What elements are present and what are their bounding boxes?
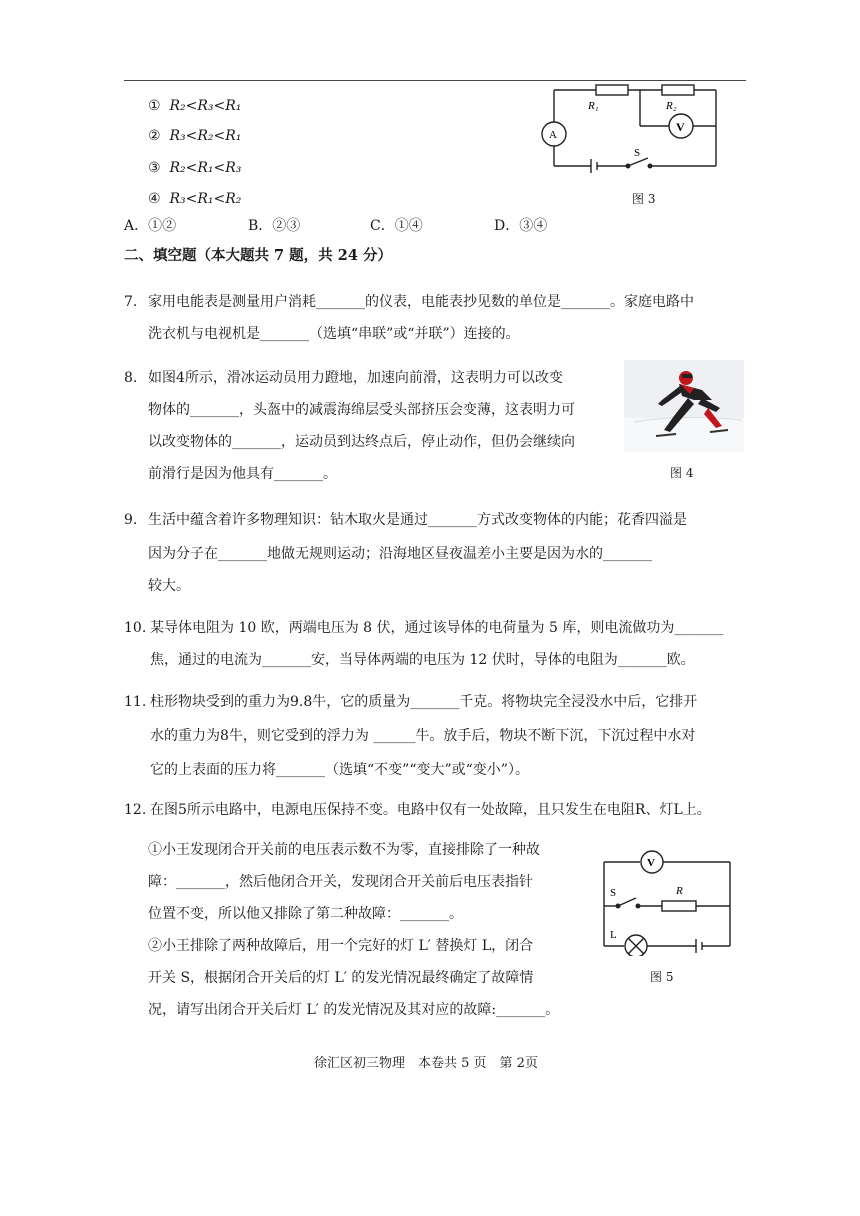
resistor-r2 <box>662 85 694 95</box>
figure-4-caption: 图 4 <box>670 466 694 480</box>
label-voltmeter: V <box>676 120 685 134</box>
q11-line-1: 柱形物块受到的重力为9.8牛，它的质量为_______千克。将物块完全浸没水中后，它排开 <box>150 694 698 710</box>
q12-part1-line-1: ①小王发现闭合开关前的电压表示数不为零，直接排除了一种故 <box>148 842 540 858</box>
choice-c: C．①④ <box>370 218 423 234</box>
q9-line-3: 较大。 <box>148 578 190 594</box>
q8-number: 8. <box>124 370 138 386</box>
choice-d: D．③④ <box>494 218 548 234</box>
q11-number: 11. <box>124 694 147 710</box>
q8-line-3: 以改变物体的_______，运动员到达终点后，停止动作，但仍会继续向 <box>148 434 575 450</box>
q10-line-2: 焦，通过的电流为_______安，当导体两端的电压为 12 伏时，导体的电阻为_______欧。 <box>150 652 695 668</box>
option-2: ② R₃<R₂<R₁ <box>148 128 242 144</box>
figure-5-circuit <box>596 846 736 956</box>
skater-image <box>624 360 744 452</box>
q8-line-2: 物体的_______，头盔中的减震海绵层受头部挤压会变薄，这表明力可 <box>148 402 575 418</box>
figure-3-caption: 图 3 <box>632 192 656 206</box>
q12-part2-line-1: ②小王排除了两种故障后，用一个完好的灯 L′ 替换灯 L，闭合 <box>148 938 534 954</box>
q9-number: 9. <box>124 512 138 528</box>
q8-line-4: 前滑行是因为他具有_______。 <box>148 466 337 482</box>
label-switch: S <box>634 147 641 159</box>
label-r2: R₂ <box>666 100 677 112</box>
q10-line-1: 某导体电阻为 10 欧，两端电压为 8 伏，通过该导体的电荷量为 5 库，则电流做功为_______ <box>150 620 724 636</box>
q12-part1-line-3: 位置不变，所以他又排除了第二种故障：_______。 <box>148 906 463 922</box>
resistor-r <box>662 901 696 911</box>
page-footer: 徐汇区初三物理 本卷共 5 页 第 2页 <box>314 1056 538 1071</box>
q12-part2-line-2: 开关 S，根据闭合开关后的灯 L′ 的发光情况最终确定了故障情 <box>148 970 534 986</box>
top-rule <box>124 80 746 81</box>
q12-part2-line-3: 况，请写出闭合开关后灯 L′ 的发光情况及其对应的故障:_______。 <box>148 1002 560 1018</box>
label-ammeter: A <box>549 129 557 141</box>
q7-line-2: 洗衣机与电视机是_______（选填“串联”或“并联”）连接的。 <box>148 326 520 342</box>
option-4: ④ R₃<R₁<R₂ <box>148 191 242 207</box>
q7-number: 7. <box>124 294 138 310</box>
label-switch-5: S <box>610 887 617 899</box>
choice-a: A．①② <box>124 218 177 234</box>
q9-line-2: 因为分子在_______地做无规则运动；沿海地区昼夜温差小主要是因为水的_______ <box>148 546 652 562</box>
q12-number: 12. <box>124 802 147 818</box>
label-voltmeter-5: V <box>647 857 655 869</box>
q12-part1-line-2: 障：_______，然后他闭合开关，发现闭合开关前后电压表指针 <box>148 874 533 890</box>
option-3: ③ R₂<R₁<R₃ <box>148 160 242 176</box>
q8-line-1: 如图4所示，滑冰运动员用力蹬地，加速向前滑，这表明力可以改变 <box>148 370 563 386</box>
figure-5-caption: 图 5 <box>650 970 674 984</box>
label-r1: R₁ <box>588 100 599 112</box>
section-2-title: 二、填空题（本大题共 7 题，共 24 分） <box>124 247 392 264</box>
resistor-r1 <box>596 85 628 95</box>
label-resistor-5: R <box>676 885 683 897</box>
option-1: ① R₂<R₃<R₁ <box>148 98 242 114</box>
q7-line-1: 家用电能表是测量用户消耗_______的仪表，电能表抄见数的单位是_______。家庭电路中 <box>148 294 694 310</box>
q9-line-1: 生活中蕴含着许多物理知识：钻木取火是通过_______方式改变物体的内能；花香四溢是 <box>148 512 687 528</box>
q11-line-2: 水的重力为8牛，则它受到的浮力为 ______牛。放手后，物块不断下沉，下沉过程中水对 <box>150 728 696 744</box>
q12-intro: 在图5所示电路中，电源电压保持不变。电路中仅有一处故障，且只发生在电阻R、灯L上。 <box>150 802 711 818</box>
choice-b: B．②③ <box>248 218 301 234</box>
q10-number: 10. <box>124 620 147 636</box>
label-lamp-5: L <box>610 929 617 941</box>
q11-line-3: 它的上表面的压力将_______（选填“不变”“变大”或“变小”）。 <box>150 762 529 778</box>
figure-3-circuit <box>536 84 726 180</box>
